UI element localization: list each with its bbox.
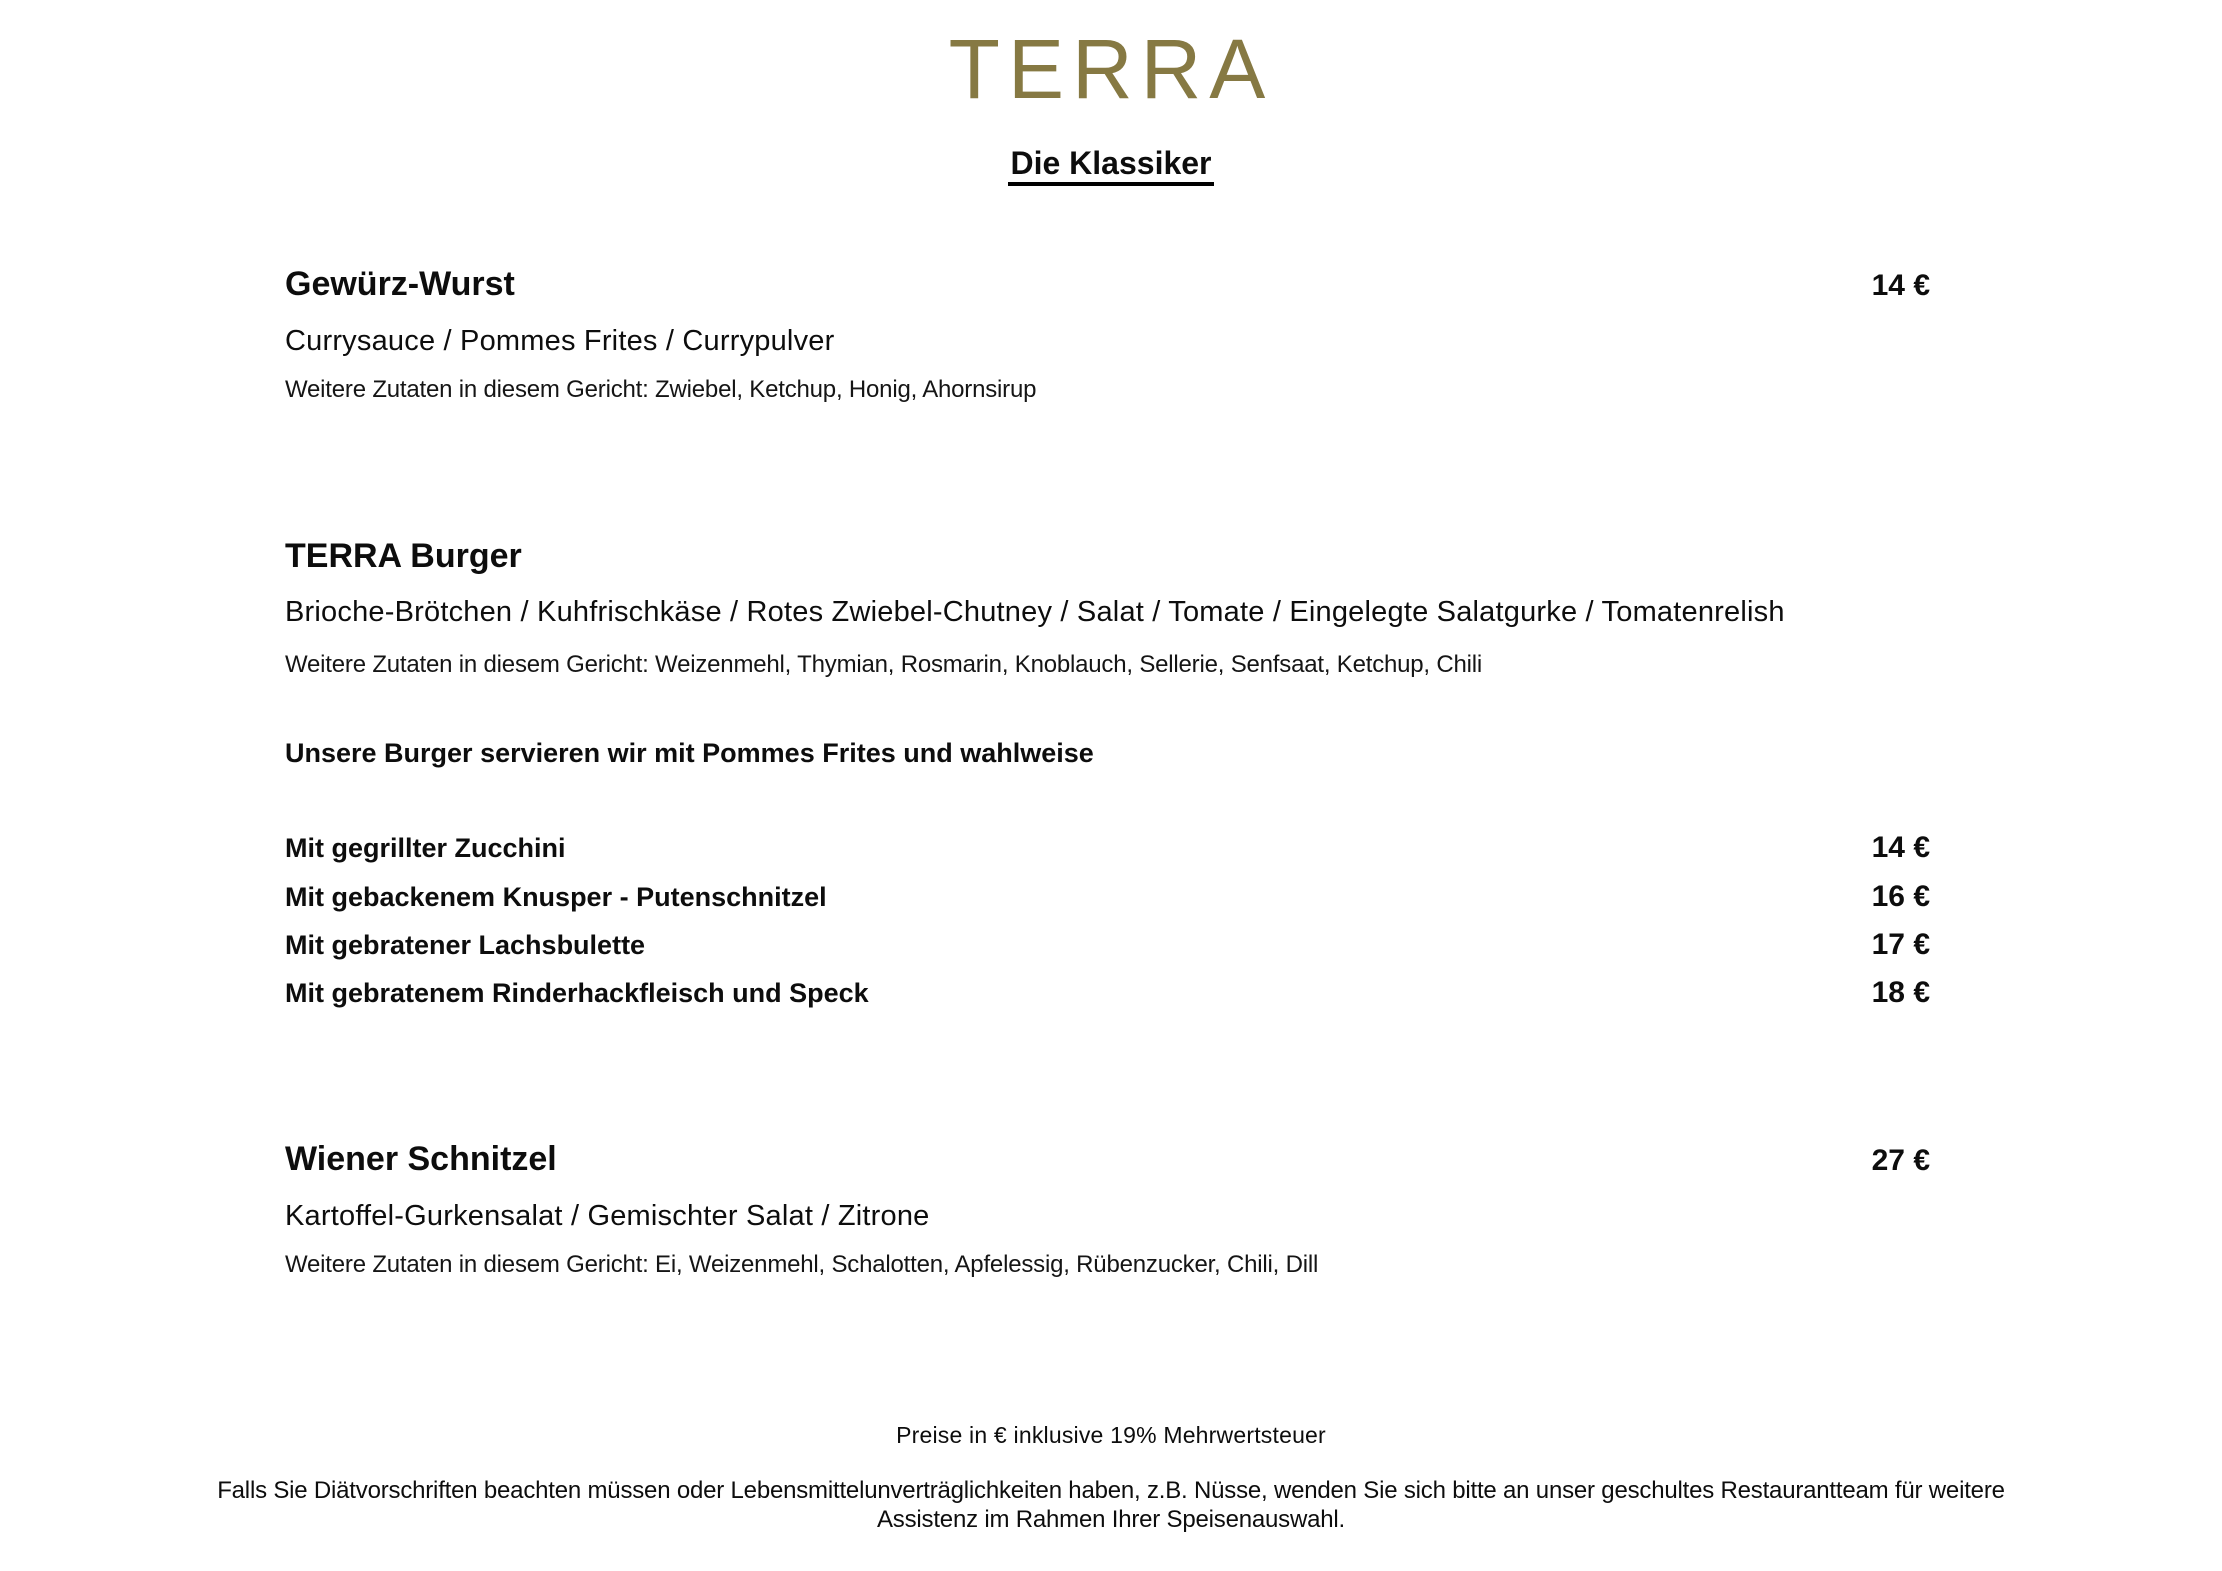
burger-serving-note-row: [285, 740, 1930, 767]
burger-option-label: Mit gebratener Lachsbulette: [285, 930, 646, 960]
burger-option-price: 16 €: [1871, 880, 1930, 913]
dish-ingredients-note: Weitere Zutaten in diesem Gericht: Weizenmehl, Thymian, Rosmarin, Knoblauch, Sellerie, Senfsaat, Ketchup, Chili: [285, 651, 1483, 678]
dish-description-row: [285, 327, 1930, 356]
footer-allergy-row: [0, 1476, 2222, 1534]
dish-ingredients-note: Weitere Zutaten in diesem Gericht: Ei, Weizenmehl, Schalotten, Apfelessig, Rübenzucker, Chili, Dill: [285, 1251, 1319, 1278]
footer-tax-row: [0, 1424, 2222, 1447]
allergy-note: Falls Sie Diätvorschriften beachten müssen oder Lebensmittelunverträglichkeiten haben, z.B. Nüsse, wenden Sie sich bitte an unser geschultes Restaurantteam für weitere Assistenz im Rahmen Ihrer Speisenauswahl.: [217, 1477, 2005, 1533]
burger-option-label: Mit gebackenem Knusper - Putenschnitzel: [285, 882, 827, 912]
dish-description: Kartoffel-Gurkensalat / Gemischter Salat / Zitrone: [285, 1200, 930, 1232]
brand-logo: TERRA: [948, 22, 1274, 116]
burger-option-price: 14 €: [1871, 831, 1930, 864]
dish-price: 27 €: [1871, 1144, 1930, 1177]
dish-description: Brioche-Brötchen / Kuhfrischkäse / Rotes Zwiebel-Chutney / Salat / Tomate / Eingelegte Salatgurke / Tomatenrelish: [285, 596, 1785, 628]
dish-price: 14 €: [1871, 269, 1930, 302]
dish-header-row: [285, 267, 1930, 301]
tax-note: Preise in € inklusive 19% Mehrwertsteuer: [896, 1422, 1326, 1448]
dish-name: Gewürz-Wurst: [285, 265, 515, 303]
dish-description-row: [285, 598, 1930, 627]
burger-option-row: [285, 882, 1930, 912]
burger-serving-note: Unsere Burger servieren wir mit Pommes Frites und wahlweise: [285, 738, 1094, 768]
burger-option-label: Mit gegrillter Zucchini: [285, 833, 566, 863]
section-title-wrap: [0, 147, 2222, 186]
dish-name: TERRA Burger: [285, 537, 522, 575]
section-title: Die Klassiker: [1008, 147, 1213, 186]
dish-name: Wiener Schnitzel: [285, 1140, 557, 1178]
dish-description: Currysauce / Pommes Frites / Currypulver: [285, 325, 835, 357]
burger-option-label: Mit gebratenem Rinderhackfleisch und Speck: [285, 978, 869, 1008]
burger-option-price: 17 €: [1871, 928, 1930, 961]
burger-option-row: [285, 930, 1930, 960]
dish-ingredients-row: [285, 378, 1930, 402]
header: [0, 22, 2222, 116]
burger-option-price: 18 €: [1871, 976, 1930, 1009]
dish-ingredients-row: [285, 653, 1930, 677]
dish-ingredients-note: Weitere Zutaten in diesem Gericht: Zwiebel, Ketchup, Honig, Ahornsirup: [285, 376, 1037, 403]
dish-header-row: [285, 539, 1930, 573]
dish-header-row: [285, 1142, 1930, 1176]
burger-option-row: [285, 978, 1930, 1008]
burger-option-row: [285, 833, 1930, 863]
dish-ingredients-row: [285, 1253, 1930, 1277]
dish-description-row: [285, 1202, 1930, 1231]
